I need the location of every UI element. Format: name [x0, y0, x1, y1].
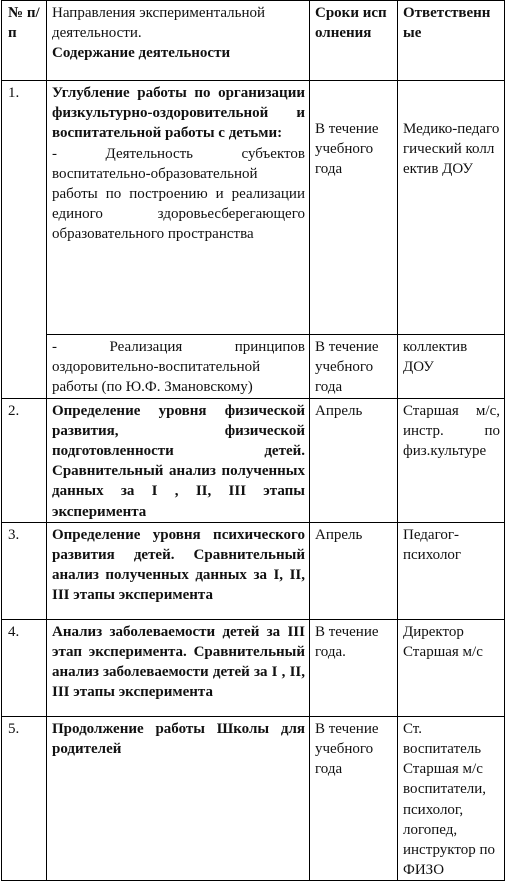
row-content-cell: Анализ заболеваемости детей за III этап эксперимента. Сравнительный анализ заболеваемости детей за I , II, III этапы эксперимента	[47, 619, 310, 716]
row-text: - Реализация принципов оздоровительно-воспитательной работы (по Ю.Ф. Змановскому)	[52, 339, 305, 396]
row-terms-cell: В течение года.	[310, 619, 398, 716]
row-title: Углубление работы по организации физкультурно-оздоровительной и воспитательной работы с детьми:	[52, 85, 305, 142]
table-row	[2, 335, 505, 399]
row-responsible-cell: Старшая м/с, инстр. по физ.культуре	[398, 398, 505, 522]
row-text: - Деятельность субъектов воспитательно-образовательной работы по построению и реализации единого здоровьесберегающего образовательного пространства	[52, 145, 305, 243]
row-num-cell: 5.	[2, 716, 47, 881]
row-num-cell: 2.	[2, 398, 47, 522]
row-content-cell: Продолжение работы Школы для родителей	[47, 716, 310, 881]
row-terms-cell: В течение учебного года	[310, 81, 398, 335]
header-directions-line2: Содержание деятельности	[52, 45, 231, 62]
header-directions-line1: Направления экспериментальной деятельности.	[52, 5, 266, 42]
experiment-plan-table	[1, 0, 505, 881]
table-row	[2, 81, 505, 335]
header-directions-cell	[47, 1, 310, 81]
row-content-cell: Определение уровня психического развития детей. Сравнительный анализ полученных данных за I, II, III этапы эксперимента	[47, 522, 310, 619]
row-responsible-cell: Педагог-психолог	[398, 522, 505, 619]
row-terms-cell: В течение учебного года	[310, 716, 398, 881]
row-num-cell	[2, 335, 47, 399]
table-header-row	[2, 1, 505, 81]
row-responsible-cell: коллектив ДОУ	[398, 335, 505, 399]
row-terms-cell: Апрель	[310, 398, 398, 522]
row-responsible-cell: Директор Старшая м/с	[398, 619, 505, 716]
row-num-cell: 1.	[2, 81, 47, 335]
table-row	[2, 522, 505, 619]
row-terms-cell: Апрель	[310, 522, 398, 619]
row-content-cell	[47, 81, 310, 335]
table-row	[2, 398, 505, 522]
table-row	[2, 716, 505, 881]
row-responsible-cell: Ст. воспитатель Старшая м/с воспитатели, психолог, логопед, инструктор по ФИЗО	[398, 716, 505, 881]
row-num-cell: 3.	[2, 522, 47, 619]
row-responsible-cell: Медико-педагогический коллектив ДОУ	[398, 81, 505, 335]
row-terms-cell: В течение учебного года	[310, 335, 398, 399]
header-num-cell: № п/п	[2, 1, 47, 81]
row-content-cell: Определение уровня физической развития, физической подготовленности детей. Сравнительный анализ полученных данных за I , II, III этапы эксперимента	[47, 398, 310, 522]
row-num-cell: 4.	[2, 619, 47, 716]
header-terms-cell: Сроки исполнения	[310, 1, 398, 81]
row-content-cell	[47, 335, 310, 399]
header-responsible-cell: Ответственные	[398, 1, 505, 81]
table-row	[2, 619, 505, 716]
